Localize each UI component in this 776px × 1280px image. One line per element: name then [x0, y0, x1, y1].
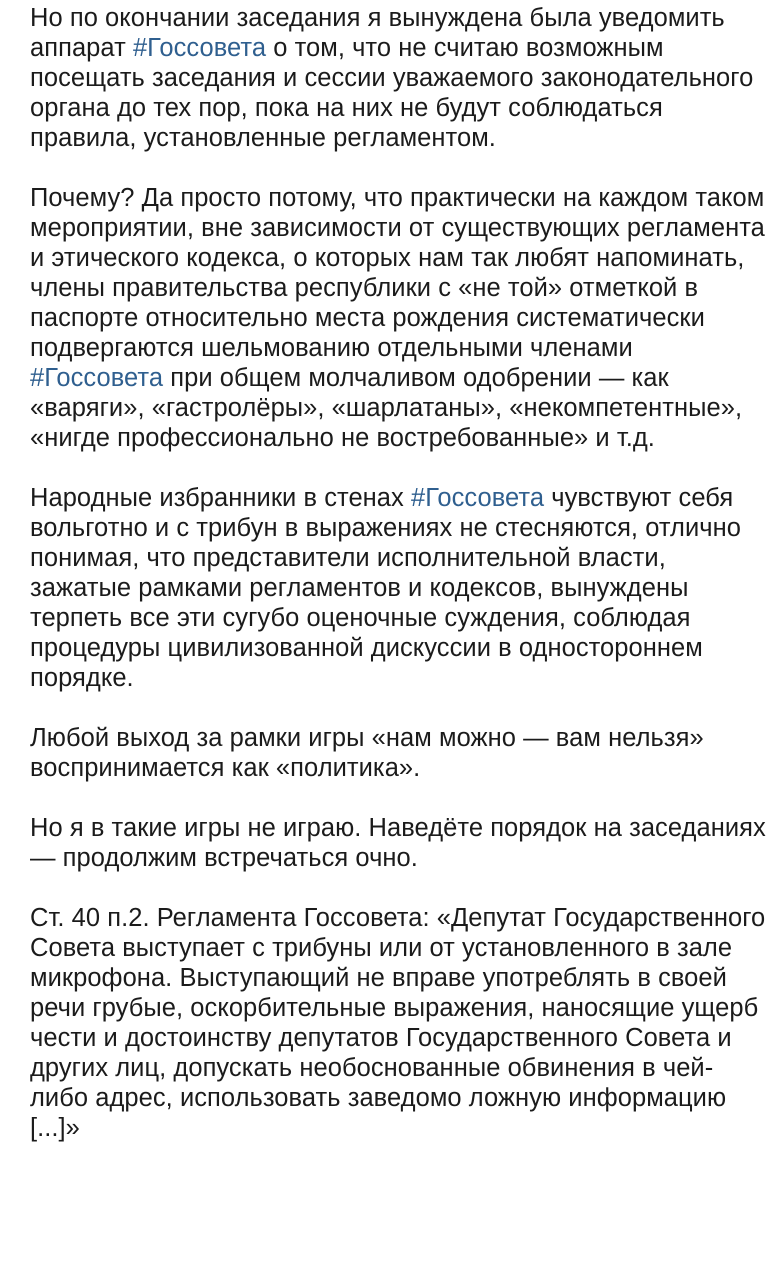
text-segment: чувствуют себя вольготно и с трибун в выражениях не стесняются, отлично понимая, что представители исполнительной власти, зажатые рамками регламентов и кодексов, вынуждены терпеть все эти сугубо оценочные суждения, соблюдая процедуры цивилизованной дискуссии в одностороннем порядке.	[30, 484, 749, 692]
text-segment: о том, что не считаю возможным посещать заседания и сессии уважаемого законодательного органа до тех пор, пока на них не будут соблюдаться правила, установленные регламентом.	[30, 34, 761, 152]
paragraph-4	[30, 723, 768, 783]
paragraph-1	[30, 3, 768, 153]
hashtag-link-gossoveta[interactable]: #Госсовета	[30, 364, 164, 392]
text-segment: Ст. 40 п.2. Регламента Госсовета: «Депутат Государственного Совета выступает с трибуны или от установленного в зале микрофона. Выступающий не вправе употреблять в своей речи грубые, оскорбительные выражения, наносящие ущерб чести и достоинству депутатов Государственного Совета и других лиц, допускать необоснованные обвинения в чей-либо адрес, использовать заведомо ложную информацию [...]»	[30, 904, 773, 1142]
text-segment: Почему? Да просто потому, что практически на каждом таком мероприятии, вне зависимости от существующих регламента и этического кодекса, о которых нам так любят напоминать, члены правительства республики с «не той» отметкой в паспорте относительно места рождения систематически подвергаются шельмованию отдельными членами	[30, 184, 773, 362]
paragraph-3	[30, 483, 768, 693]
text-segment: Но я в такие игры не играю. Наведёте порядок на заседаниях — продолжим встречаться очно.	[30, 814, 773, 872]
paragraph-6	[30, 903, 773, 1143]
text-segment: Любой выход за рамки игры «нам можно — вам нельзя» воспринимается как «политика».	[30, 724, 711, 782]
paragraph-5	[30, 813, 773, 873]
text-segment: при общем молчаливом одобрении — как «варяги», «гастролёры», «шарлатаны», «некомпетентные», «нигде профессионально не востребованные» и т.д.	[30, 364, 750, 452]
text-segment: Но по окончании заседания я вынуждена была уведомить аппарат	[30, 4, 732, 62]
text-segment: Народные избранники в стенах	[30, 484, 411, 512]
hashtag-link-gossoveta[interactable]: #Госсовета	[410, 484, 545, 512]
paragraph-2	[30, 183, 773, 453]
hashtag-link-gossoveta[interactable]: #Госсовета	[132, 34, 267, 62]
